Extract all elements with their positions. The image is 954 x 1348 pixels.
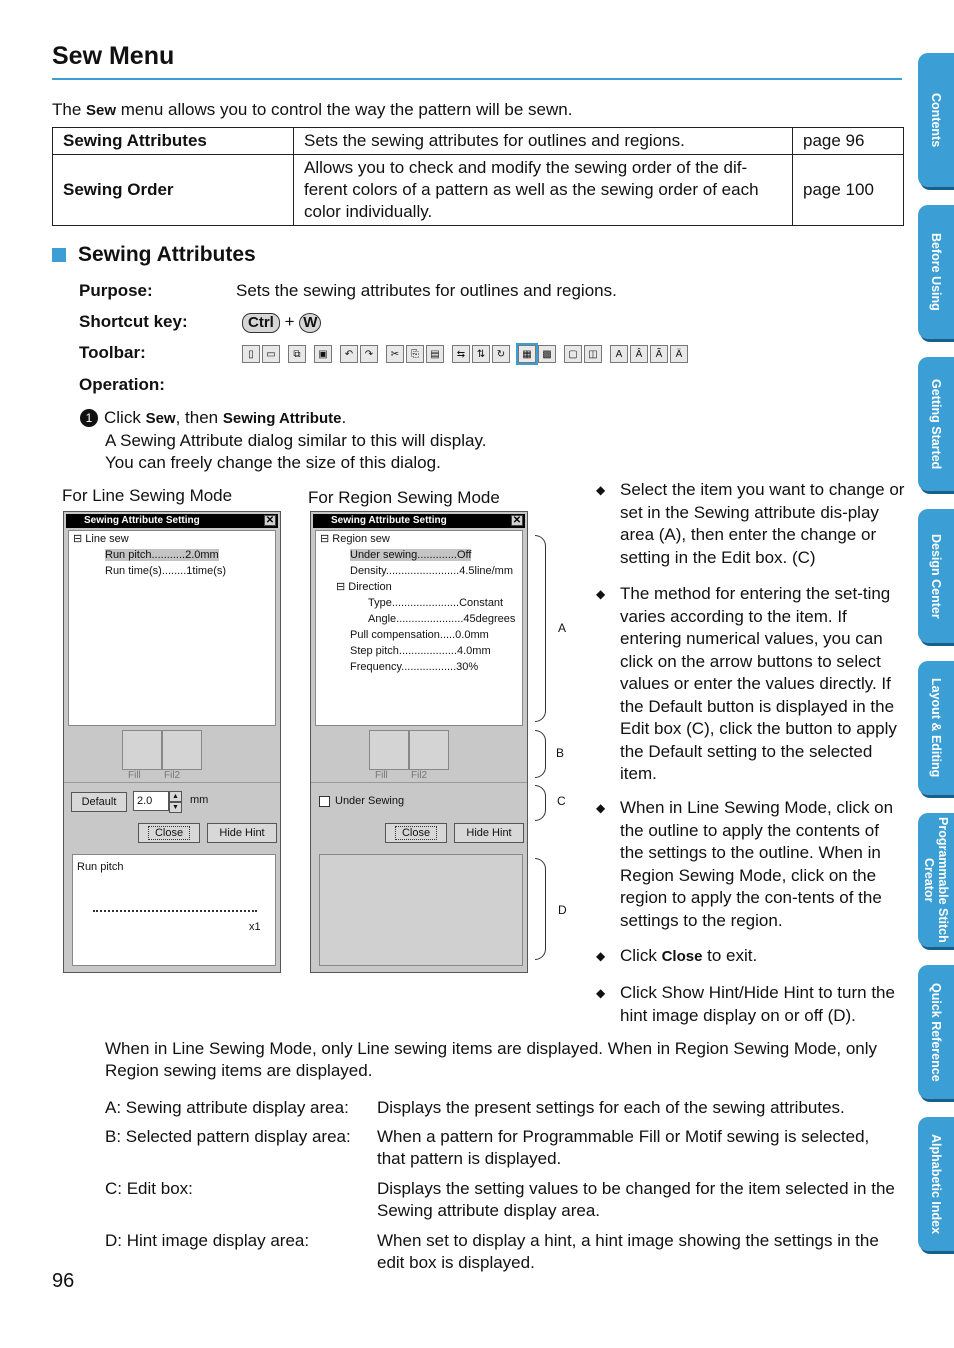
menu-item-name: Sewing Order bbox=[53, 155, 294, 226]
sewing-order-icon: ▩ bbox=[538, 345, 556, 363]
text-arc-icon: Â bbox=[630, 345, 648, 363]
fill2-label: Fil2 bbox=[164, 770, 181, 781]
mode-paragraph: When in Line Sewing Mode, only Line sewing items are displayed. When in Region Sewing Mode, only Region sewing items are displayed. bbox=[105, 1039, 878, 1080]
import-icon: ⧉ bbox=[288, 345, 306, 363]
hint-image-display-area bbox=[72, 854, 276, 966]
close-icon[interactable]: ✕ bbox=[265, 515, 275, 526]
menu-item-page: page 96 bbox=[793, 128, 904, 155]
paste-icon: ▤ bbox=[426, 345, 444, 363]
dialog-title: Sewing Attribute Setting ✕ bbox=[313, 514, 525, 528]
close-button[interactable]: Close bbox=[385, 823, 447, 843]
tab-design-center[interactable]: Design Center bbox=[918, 509, 954, 643]
tab-before-using[interactable]: Before Using bbox=[918, 205, 954, 339]
hint-scale: x1 bbox=[249, 921, 261, 933]
bracket-c bbox=[535, 785, 546, 821]
fill1-thumb bbox=[122, 730, 162, 770]
spin-down-icon[interactable]: ▼ bbox=[169, 802, 182, 813]
fill2-thumb bbox=[162, 730, 202, 770]
list-item: ◆ The method for entering the set-ting varies according to the item. If entering numerical values, you can click on the arrow buttons to select values or enter the values directly. If the Default button is displayed in the Edit box (C), click the button to apply the Default setting to the selected item. bbox=[596, 584, 897, 783]
edit-box-input[interactable]: 2.0 bbox=[133, 791, 169, 811]
operation-label: Operation: bbox=[79, 375, 165, 394]
bracket-b bbox=[535, 730, 546, 778]
tree-item[interactable]: Run time(s)........1time(s) bbox=[105, 565, 227, 577]
text-icon: A bbox=[610, 345, 628, 363]
list-item: ◆ Click Close to exit. bbox=[596, 945, 906, 969]
page-title: Sew Menu bbox=[52, 42, 175, 70]
tree-item[interactable]: ⊟ Direction bbox=[336, 581, 392, 593]
tab-layout-editing[interactable]: Layout & Editing bbox=[918, 661, 954, 795]
diamond-icon: ◆ bbox=[596, 483, 606, 497]
hide-hint-button[interactable]: Hide Hint bbox=[454, 823, 524, 843]
tree-item[interactable]: Under sewing.............Off bbox=[350, 549, 472, 561]
diamond-icon: ◆ bbox=[596, 801, 606, 815]
text-shape-icon: Ä bbox=[670, 345, 688, 363]
table-row bbox=[53, 128, 904, 155]
menu-table bbox=[52, 127, 904, 226]
menu-item-page: page 100 bbox=[793, 155, 904, 226]
close-icon[interactable]: ✕ bbox=[512, 515, 522, 526]
selected-pattern-display-area bbox=[122, 730, 202, 770]
menu-item-desc: Sets the sewing attributes for outlines and regions. bbox=[294, 128, 793, 155]
title-rule bbox=[52, 78, 902, 80]
table-row bbox=[53, 155, 904, 226]
spin-up-icon[interactable]: ▲ bbox=[169, 791, 182, 802]
undo-icon: ↶ bbox=[340, 345, 358, 363]
fill1-label: Fill bbox=[128, 770, 141, 781]
diamond-icon: ◆ bbox=[596, 986, 606, 1000]
purpose-label: Purpose: bbox=[79, 281, 153, 300]
purpose-text: Sets the sewing attributes for outlines and regions. bbox=[236, 281, 617, 300]
shortcut-label: Shortcut key: bbox=[79, 312, 188, 331]
tree-root[interactable]: ⊟ Line sew bbox=[73, 533, 129, 545]
open-icon: ▭ bbox=[262, 345, 280, 363]
selected-pattern-display-area bbox=[369, 730, 449, 770]
tree-item[interactable]: Angle......................45degrees bbox=[368, 613, 516, 625]
menu-item-desc: Allows you to check and modify the sewing order of the dif-ferent colors of a pattern as well as the sewing order of each color individually. bbox=[294, 155, 793, 226]
bracket-label-b: B bbox=[556, 746, 565, 760]
new-icon: ▯ bbox=[242, 345, 260, 363]
close-button[interactable]: Close bbox=[138, 823, 200, 843]
rotate-icon: ↻ bbox=[492, 345, 510, 363]
bracket-a bbox=[535, 535, 546, 722]
fill2-label: Fil2 bbox=[411, 770, 428, 781]
default-button[interactable]: Default bbox=[71, 792, 127, 812]
list-item: ◆ When in Line Sewing Mode, click on the outline to apply the contents of the settings to the outline. When in Region Sewing Mode, click on the region to apply the con-tents of the settings to the region. bbox=[596, 798, 894, 930]
line-sewing-dialog bbox=[63, 511, 281, 973]
tab-programmable-stitch-creator[interactable]: Programmable Stitch Creator bbox=[918, 813, 954, 947]
intro-text: The Sew menu allows you to control the way the pattern will be sewn. bbox=[52, 100, 573, 119]
tree-item[interactable]: Density........................4.5line/mm bbox=[350, 565, 514, 577]
save-icon: ▣ bbox=[314, 345, 332, 363]
hint-image-display-area bbox=[319, 854, 523, 966]
section-heading: Sewing Attributes bbox=[52, 243, 256, 267]
hint-label: Run pitch bbox=[77, 861, 124, 873]
sewing-attribute-display-area[interactable] bbox=[68, 530, 276, 726]
tree-item[interactable]: Run pitch...........2.0mm bbox=[105, 549, 219, 561]
caption-region-mode: For Region Sewing Mode bbox=[308, 488, 500, 507]
sewing-attribute-display-area[interactable] bbox=[315, 530, 523, 726]
unit-label: mm bbox=[190, 794, 209, 806]
cut-icon: ✂ bbox=[386, 345, 404, 363]
tree-item[interactable]: Step pitch...................4.0mm bbox=[350, 645, 491, 657]
dialog-title: Sewing Attribute Setting ✕ bbox=[66, 514, 278, 528]
toolbar-strip bbox=[242, 342, 712, 366]
diamond-icon: ◆ bbox=[596, 587, 606, 601]
hide-hint-button[interactable]: Hide Hint bbox=[207, 823, 277, 843]
tree-root[interactable]: ⊟ Region sew bbox=[320, 533, 390, 545]
ctrl-key: Ctrl bbox=[242, 313, 280, 333]
mirror-v-icon: ⇅ bbox=[472, 345, 490, 363]
region-sewing-dialog bbox=[310, 511, 528, 973]
fill2-thumb bbox=[409, 730, 449, 770]
diamond-icon: ◆ bbox=[596, 949, 606, 963]
tab-contents[interactable]: Contents bbox=[918, 53, 954, 187]
mirror-h-icon: ⇆ bbox=[452, 345, 470, 363]
list-item: ◆ Select the item you want to change or set in the Sewing attribute dis-play area (A), then enter the change or setting in the Edit box. (C) bbox=[596, 480, 905, 567]
menu-item-name: Sewing Attributes bbox=[53, 128, 294, 155]
copy-icon: ⎘ bbox=[406, 345, 424, 363]
w-key: W bbox=[299, 313, 321, 333]
tab-getting-started[interactable]: Getting Started bbox=[918, 357, 954, 491]
tree-item[interactable]: Frequency..................30% bbox=[350, 661, 479, 673]
small-text-icon: Ã bbox=[650, 345, 668, 363]
preview-icon: ▢ bbox=[564, 345, 582, 363]
operation-step-1: 1 Click Sew, then Sewing Attribute. A Sewing Attribute dialog similar to this will display. You can freely change the size of this dialog. bbox=[80, 407, 486, 474]
fill1-thumb bbox=[369, 730, 409, 770]
bracket-label-c: C bbox=[557, 794, 566, 808]
bracket-label-a: A bbox=[558, 621, 567, 635]
under-sewing-checkbox[interactable]: Under Sewing bbox=[319, 795, 404, 807]
step-number-icon: 1 bbox=[80, 409, 98, 427]
caption-line-mode: For Line Sewing Mode bbox=[62, 486, 233, 505]
hint-stitch-line bbox=[93, 910, 257, 912]
tab-quick-reference[interactable]: Quick Reference bbox=[918, 965, 954, 1099]
realistic-preview-icon: ◫ bbox=[584, 345, 602, 363]
bracket-label-d: D bbox=[558, 903, 567, 917]
section-square-icon bbox=[52, 248, 66, 262]
shortcut-keys: Ctrl + W bbox=[242, 312, 321, 333]
toolbar-label: Toolbar: bbox=[79, 343, 146, 362]
bracket-d bbox=[535, 858, 546, 960]
redo-icon: ↷ bbox=[360, 345, 378, 363]
list-item: ◆ Click Show Hint/Hide Hint to turn the hint image display on or off (D). bbox=[596, 983, 895, 1025]
page-number: 96 bbox=[52, 1270, 75, 1292]
tab-alphabetic-index[interactable]: Alphabetic Index bbox=[918, 1117, 954, 1251]
fill1-label: Fill bbox=[375, 770, 388, 781]
sewing-attribute-icon: ▦ bbox=[518, 345, 536, 363]
tree-item[interactable]: Type......................Constant bbox=[368, 597, 504, 609]
tree-item[interactable]: Pull compensation.....0.0mm bbox=[350, 629, 489, 641]
